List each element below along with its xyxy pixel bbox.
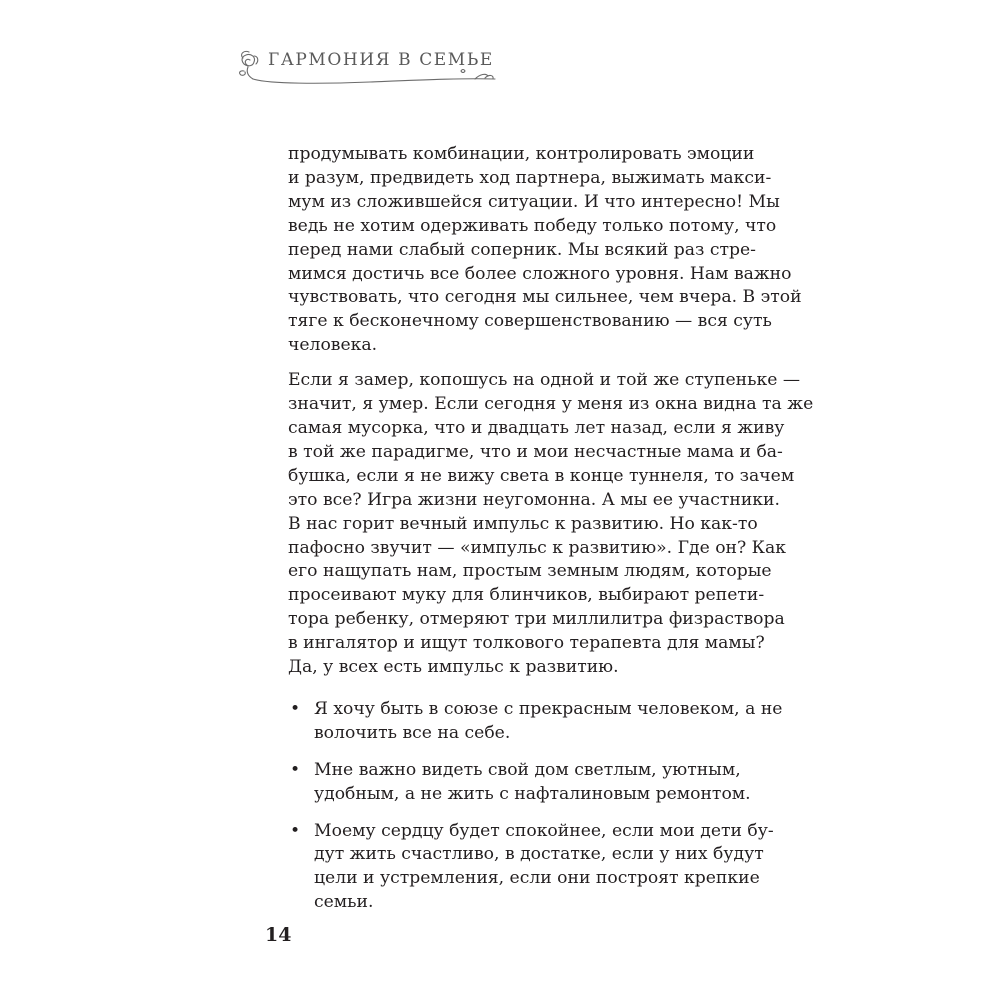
- running-header-title: ГАРМОНИЯ В СЕМЬЕ: [268, 50, 494, 70]
- bullet-icon: •: [290, 759, 301, 780]
- text-line: мум из сложившейся ситуации. И что интересно! Мы: [288, 191, 780, 212]
- list-item: [288, 759, 751, 807]
- list-item-text: [314, 698, 783, 746]
- paragraph: [288, 369, 814, 680]
- text-line: ведь не хотим одерживать победу только потому, что: [288, 215, 777, 236]
- text-line: в ингалятор и ищут толкового терапевта для мамы?: [288, 633, 765, 654]
- text-line: в той же парадигме, что и мои несчастные мама и ба-: [288, 441, 783, 462]
- text-line: его нащупать нам, простым земным людям, которые: [288, 561, 772, 582]
- text-line: Моему сердцу будет спокойнее, если мои дети бу-: [314, 820, 774, 841]
- list-item: [288, 820, 774, 916]
- page-number: 14: [265, 924, 292, 946]
- text-line: тора ребенку, отмеряют три миллилитра физраствора: [288, 609, 785, 630]
- text-line: В нас горит вечный импульс к развитию. Но как-то: [288, 513, 758, 534]
- paragraph: [288, 143, 802, 358]
- text-line: тяге к бесконечному совершенствованию — вся суть: [288, 311, 772, 332]
- text-line: волочить все на себе.: [314, 722, 511, 743]
- text-line: самая мусорка, что и двадцать лет назад, если я живу: [288, 417, 785, 438]
- text-line: Если я замер, копошусь на одной и той же ступеньке —: [288, 370, 801, 391]
- text-line: просеивают муку для блинчиков, выбирают репети-: [288, 585, 765, 606]
- bullet-icon: •: [290, 698, 301, 719]
- body-text: [288, 143, 814, 928]
- text-line: Я хочу быть в союзе с прекрасным человеком, а не: [314, 698, 783, 719]
- list-item: [288, 698, 783, 746]
- text-line: это все? Игра жизни неугомонна. А мы ее участники.: [288, 489, 780, 510]
- text-line: и разум, предвидеть ход партнера, выжимать макси-: [288, 167, 772, 188]
- text-line: перед нами слабый соперник. Мы всякий раз стре-: [288, 239, 756, 260]
- running-header: [230, 44, 510, 94]
- text-line: значит, я умер. Если сегодня у меня из окна видна та же: [288, 394, 814, 415]
- text-line: пафосно звучит — «импульс к развитию». Где он? Как: [288, 537, 786, 558]
- text-line: Да, у всех есть импульс к развитию.: [288, 657, 619, 678]
- text-line: семьи.: [314, 892, 374, 913]
- list-item-text: [314, 820, 774, 916]
- text-line: чувствовать, что сегодня мы сильнее, чем вчера. В этой: [288, 287, 802, 308]
- text-line: человека.: [288, 335, 378, 356]
- text-line: продумывать комбинации, контролировать эмоции: [288, 144, 755, 164]
- list-item-text: [314, 759, 751, 807]
- text-line: удобным, а не жить с нафталиновым ремонтом.: [314, 783, 751, 804]
- text-line: мимся достичь все более сложного уровня. Нам важно: [288, 263, 792, 284]
- bullet-list: [288, 698, 783, 915]
- bullet-icon: •: [290, 820, 301, 841]
- text-line: дут жить счастливо, в достатке, если у них будут: [314, 844, 764, 865]
- text-line: Мне важно видеть свой дом светлым, уютным,: [314, 759, 741, 780]
- text-line: цели и устремления, если они построят крепкие: [314, 868, 760, 889]
- text-line: бушка, если я не вижу света в конце туннеля, то зачем: [288, 465, 795, 486]
